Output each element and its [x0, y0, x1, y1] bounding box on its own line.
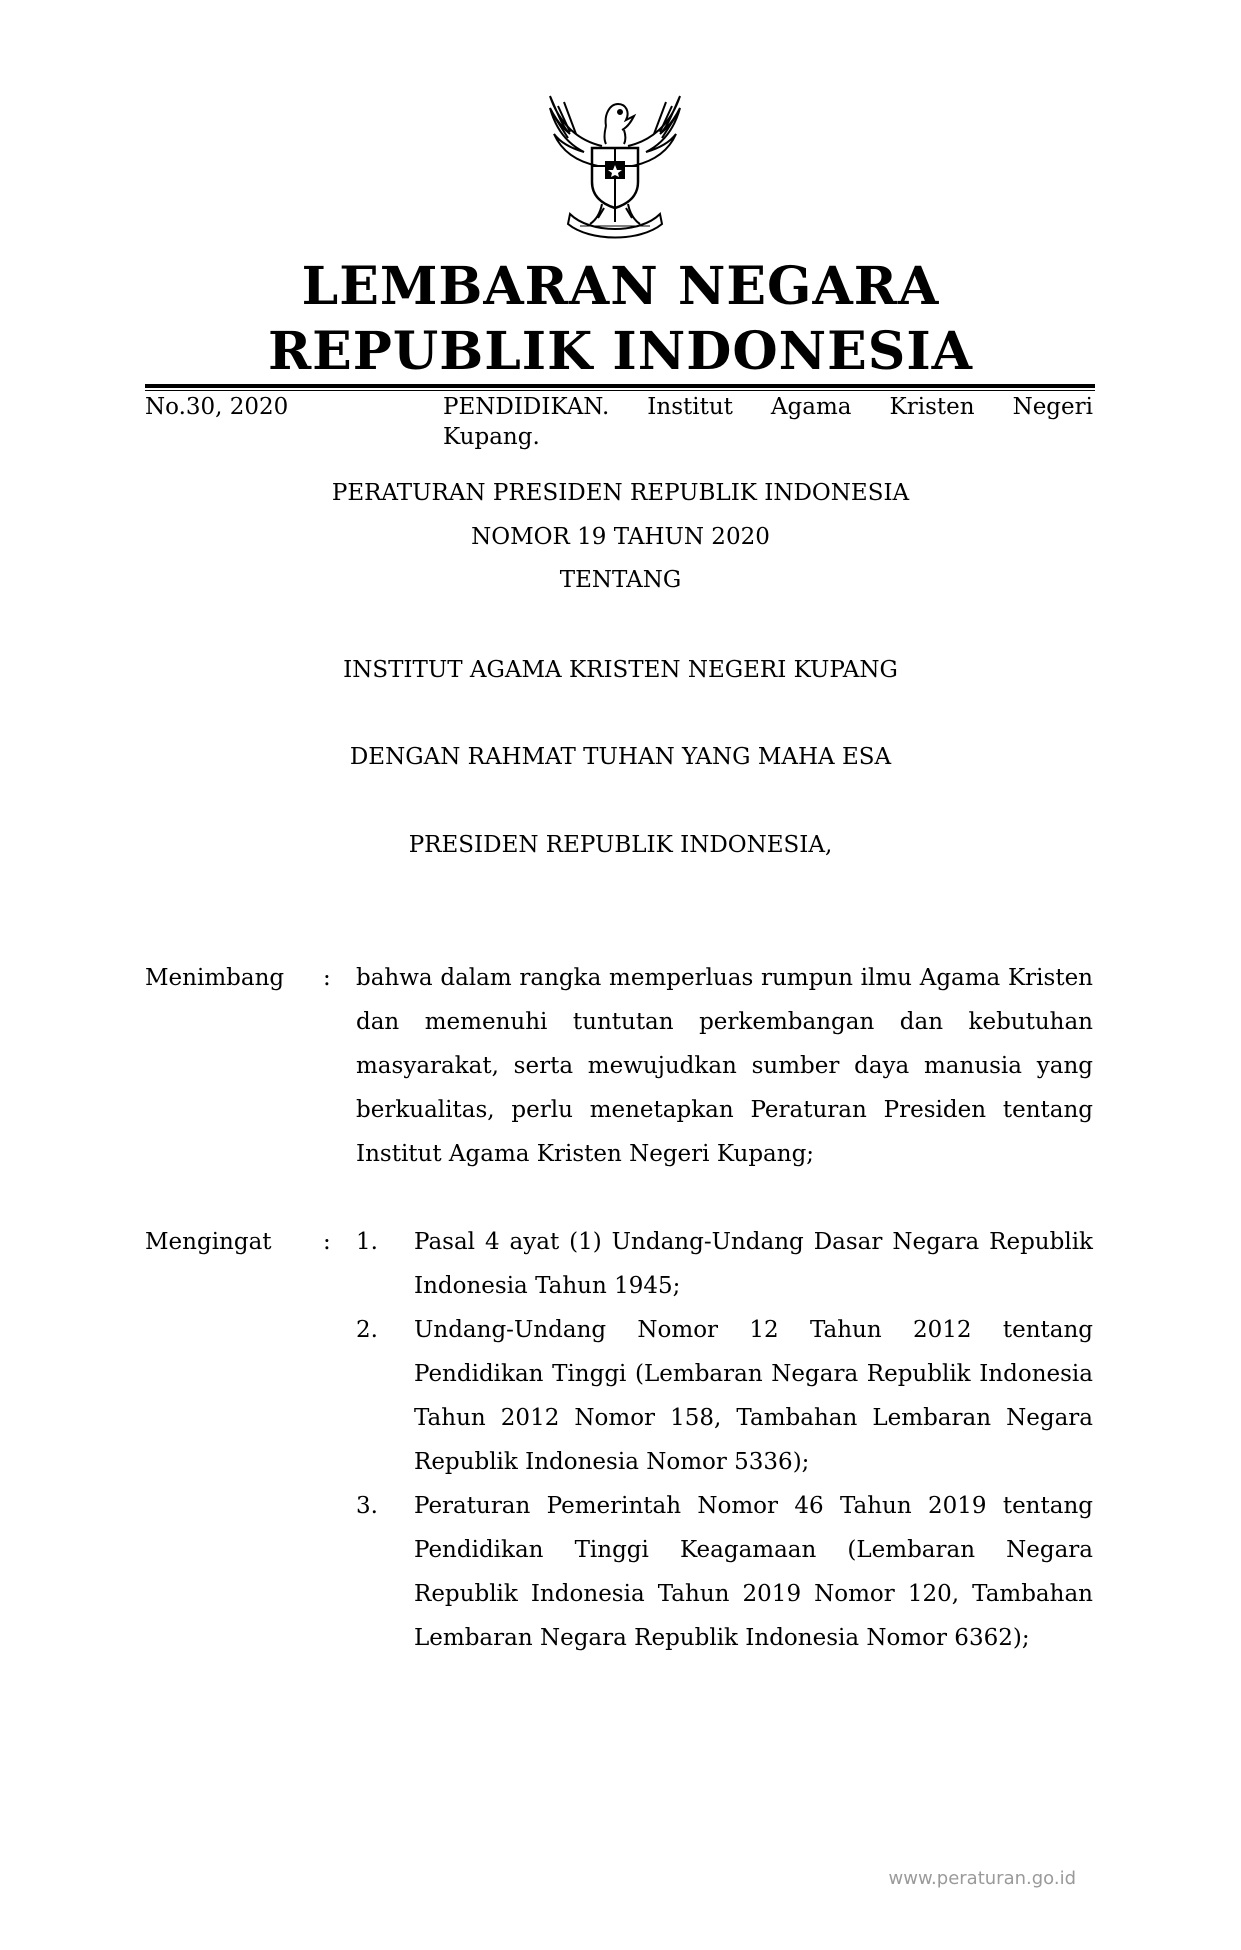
mengingat-item-number: 2. [356, 1317, 378, 1343]
regulation-preamble: DENGAN RAHMAT TUHAN YANG MAHA ESA [349, 744, 892, 770]
regulation-number: NOMOR 19 TAHUN 2020 [471, 524, 770, 550]
mengingat-item-text: Undang-Undang Nomor 12 Tahun 2012 tentang Pendidikan Tinggi (Lembaran Negara Republik Indonesia Tahun 2012 Nomor 158, Tambahan Lembaran Negara Republik Indonesia Nomor 5336); [414, 1317, 1093, 1475]
header-rule-thin [145, 390, 1095, 391]
gazette-subject [443, 392, 1093, 452]
mengingat-item-text: Pasal 4 ayat (1) Undang-Undang Dasar Negara Republik Indonesia Tahun 1945; [414, 1229, 1093, 1299]
regulation-type: PERATURAN PRESIDEN REPUBLIK INDONESIA [331, 480, 910, 506]
header-rule [145, 384, 1095, 388]
mengingat-label: Mengingat [145, 1229, 272, 1255]
gazette-subject-line1: PENDIDIKAN. Institut Agama Kristen Negeri [443, 394, 1093, 420]
mengingat-colon: : [323, 1229, 331, 1255]
gazette-subject-line2: Kupang. [443, 424, 540, 450]
regulation-about: TENTANG [559, 567, 682, 593]
mengingat-item-number: 1. [356, 1229, 378, 1255]
garuda-emblem-icon [540, 86, 690, 246]
menimbang-label: Menimbang [145, 965, 285, 991]
mengingat-item-text: Peraturan Pemerintah Nomor 46 Tahun 2019 tentang Pendidikan Tinggi Keagamaan (Lembaran Negara Republik Indonesia Tahun 2019 Nomor 120, Tambahan Lembaran Negara Republik Indonesia Nomor 6362); [414, 1493, 1093, 1651]
gazette-number: No.30, 2020 [145, 394, 289, 420]
menimbang-colon: : [323, 965, 331, 991]
gazette-title-line2: REPUBLIK INDONESIA [267, 321, 974, 382]
menimbang-text: bahwa dalam rangka memperluas rumpun ilmu Agama Kristen dan memenuhi tuntutan perkembangan dan kebutuhan masyarakat, serta mewujudkan sumber daya manusia yang berkualitas, perlu menetapkan Peraturan Presiden tentang Institut Agama Kristen Negeri Kupang; [356, 965, 1093, 1167]
gazette-title-line1: LEMBARAN NEGARA [301, 256, 940, 317]
regulation-subject: INSTITUT AGAMA KRISTEN NEGERI KUPANG [343, 657, 898, 683]
mengingat-item-number: 3. [356, 1493, 378, 1519]
regulation-issuer: PRESIDEN REPUBLIK INDONESIA, [408, 832, 833, 858]
footer-url: www.peraturan.go.id [888, 1868, 1076, 1889]
